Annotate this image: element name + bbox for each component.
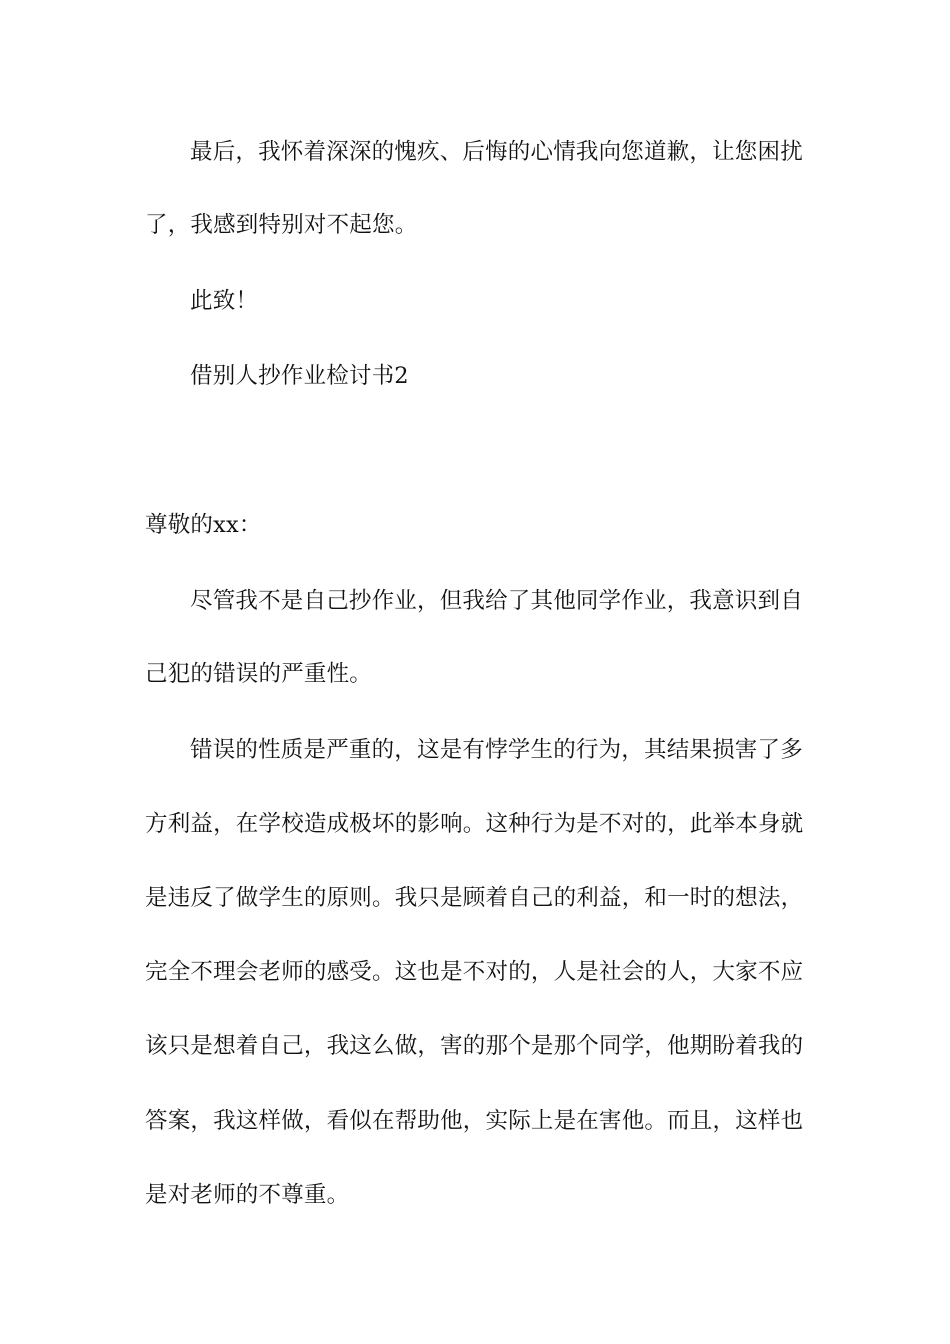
closing-salutation: 此致！ — [190, 288, 259, 314]
paragraph-body-line-3: 是违反了做学生的原则。我只是顾着自己的利益，和一时的想法， — [145, 885, 804, 911]
greeting: 尊敬的xx： — [145, 512, 262, 538]
paragraph-body-line-6: 答案，我这样做，看似在帮助他，实际上是在害他。而且，这样也 — [145, 1108, 804, 1134]
paragraph-intro-line-1: 尽管我不是自己抄作业，但我给了其他同学作业，我意识到自 — [190, 588, 803, 614]
section-title: 借别人抄作业检讨书2 — [190, 363, 409, 389]
paragraph-intro-line-2: 己犯的错误的严重性。 — [145, 661, 373, 687]
paragraph-body-line-1: 错误的性质是严重的，这是有悖学生的行为，其结果损害了多 — [190, 737, 803, 763]
paragraph-apology-line-2: 了，我感到特别对不起您。 — [145, 212, 418, 238]
paragraph-body-line-5: 该只是想着自己，我这么做，害的那个是那个同学，他期盼着我的 — [145, 1033, 804, 1059]
paragraph-body-line-7: 是对老师的不尊重。 — [145, 1182, 350, 1208]
paragraph-body-line-4: 完全不理会老师的感受。这也是不对的，人是社会的人，大家不应 — [145, 959, 804, 985]
paragraph-apology-line-1: 最后，我怀着深深的愧疚、后悔的心情我向您道歉，让您困扰 — [190, 139, 803, 165]
paragraph-body-line-2: 方利益，在学校造成极坏的影响。这种行为是不对的，此举本身就 — [145, 811, 804, 837]
